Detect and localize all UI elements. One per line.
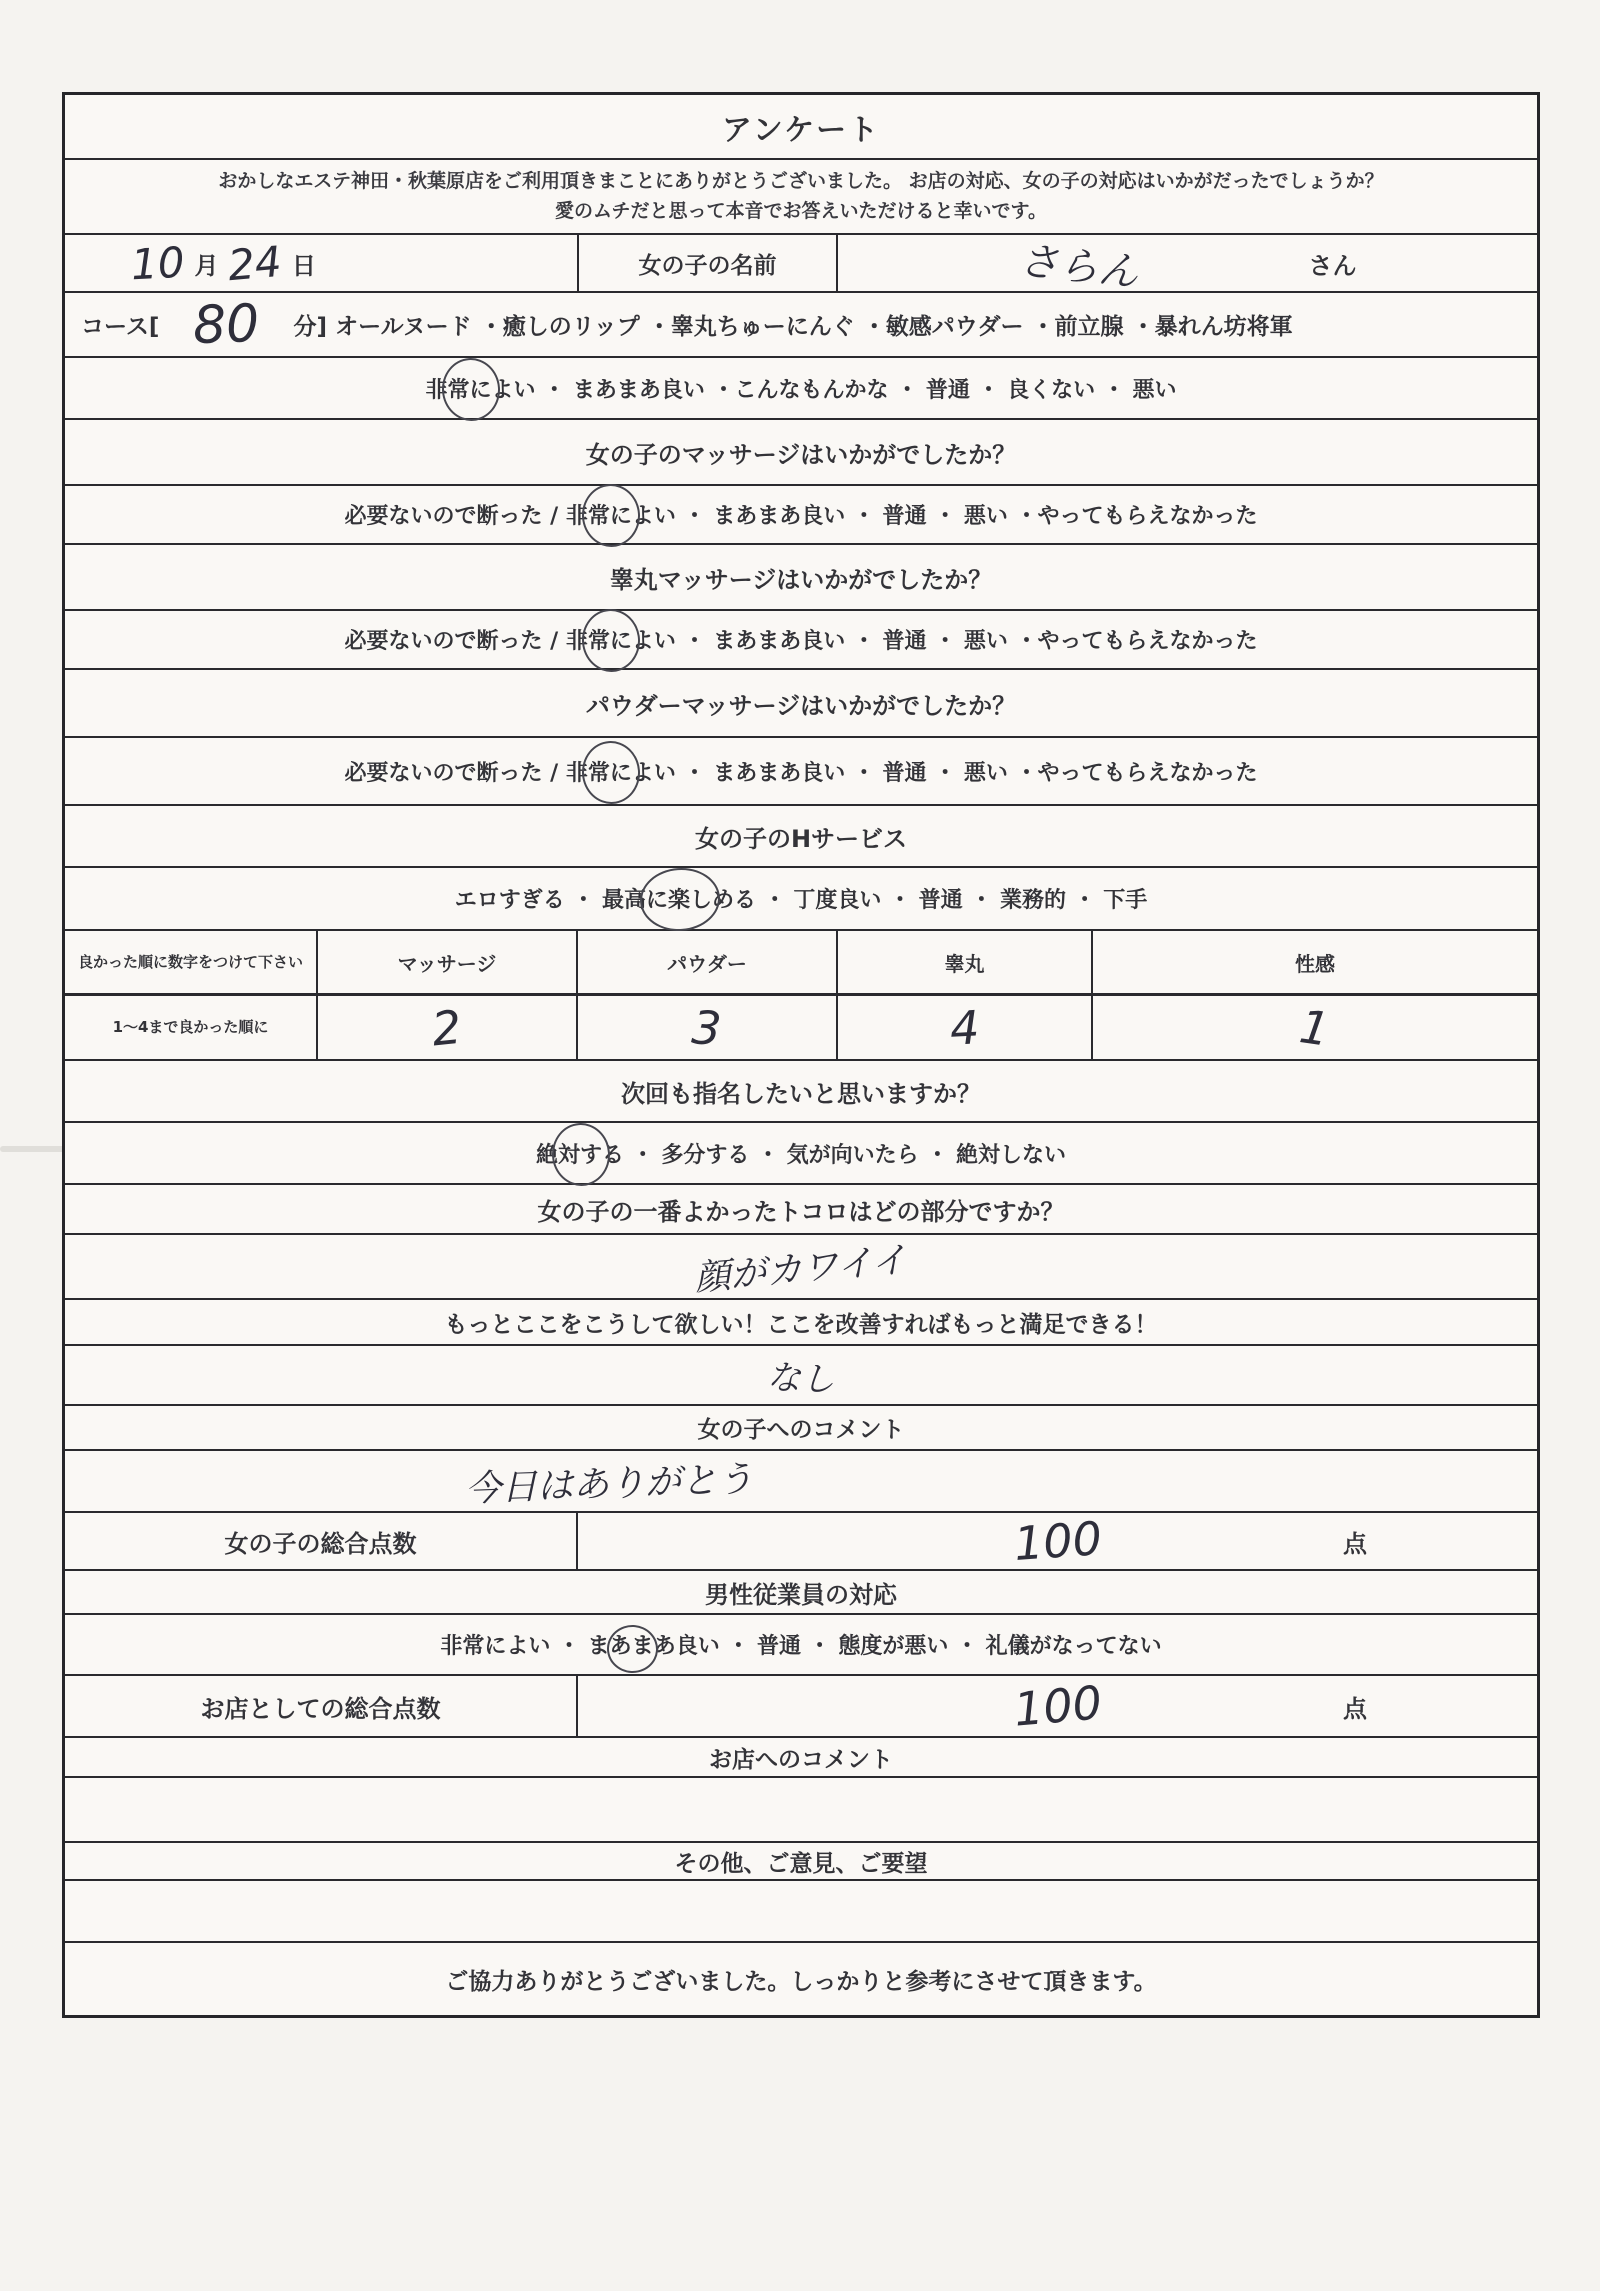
girl-score-value-cell — [578, 1513, 1537, 1569]
visit-day-value: 24 — [226, 236, 284, 290]
course-prefix: コース[ — [81, 314, 160, 340]
course-options: オールヌード ・癒しのリップ ・睾丸ちゅーにんぐ ・敏感パウダー ・前立腺 ・暴れん坊将軍 — [335, 314, 1293, 340]
option-text: 絶 — [536, 1142, 559, 1168]
circle-annotation: 常に — [588, 499, 632, 530]
other-header-row — [65, 1843, 1537, 1881]
q2-options — [65, 611, 1537, 670]
shop-score-row — [65, 1676, 1537, 1738]
q2-header: 睾丸マッサージはいかがでしたか？ — [609, 565, 993, 594]
ranking-value-massage — [318, 996, 578, 1059]
ranking-col-label: 性感 — [1295, 951, 1335, 976]
overall-rating-options — [65, 358, 1537, 420]
girl-score-value: 100 — [1011, 1511, 1104, 1571]
girl-name-value-cell — [838, 235, 1537, 296]
q1-header-row — [65, 420, 1537, 486]
option-text: める ・ 丁度良い ・ 普通 ・ 業務的 ・ 下手 — [712, 888, 1148, 913]
q2-header-row — [65, 545, 1537, 611]
q3-header: パウダーマッサージはいかがでしたか？ — [585, 691, 1017, 720]
ranking-instruction: 良かった順に数字をつけて下さい — [77, 952, 303, 971]
girl-score-row — [65, 1513, 1537, 1571]
form-title-row — [65, 95, 1537, 160]
intro-line1: おかしなエステ神田・秋葉原店をご利用頂きまことにありがとうございました。 お店の対応、女の子の対応はいかがだったでしょうか？ — [218, 170, 1384, 193]
intro-row — [65, 160, 1537, 235]
option-text: 非 — [425, 377, 448, 403]
survey-form — [62, 92, 1540, 2018]
repeat-header: 次回も指名したいと思いますか？ — [621, 1079, 981, 1108]
ranking-col-powder — [578, 931, 838, 993]
best-part-answer: 顔がカワイイ — [693, 1239, 910, 1300]
girl-comment-header-row — [65, 1406, 1537, 1451]
q1-header: 女の子のマッサージはいかがでしたか？ — [585, 440, 1017, 469]
h-service-header: 女の子のHサービス — [694, 824, 908, 853]
other-header: その他、ご意見、ご要望 — [674, 1850, 928, 1877]
h-service-header-row — [65, 806, 1537, 868]
form-title: アンケート — [721, 112, 881, 148]
ranking-col-label: 睾丸 — [944, 951, 985, 976]
footer-row — [65, 1943, 1537, 2015]
ranking-row-label: 1～4まで良かった順に — [112, 1018, 269, 1036]
option-text: エロすぎる ・ 最高 — [454, 888, 647, 913]
ranking-instruction-cell — [65, 931, 318, 993]
visit-month-value: 10 — [129, 237, 186, 289]
ranking-value: 3 — [690, 999, 724, 1056]
best-part-header-row — [65, 1185, 1537, 1235]
option-text: る ・ 多分する ・ 気が向いたら ・ 絶対しない — [602, 1142, 1066, 1168]
staff-header-row — [65, 1571, 1537, 1615]
circle-annotation: 常に — [588, 624, 632, 655]
improvement-header: もっとここをこうして欲しい！ここを改善すればもっと満足できる！ — [444, 1311, 1158, 1338]
circle-annotation: あま — [610, 1629, 654, 1660]
girl-name-suffix: さん — [1308, 251, 1357, 280]
ranking-col-label: パウダー — [667, 951, 747, 976]
visit-day-label: 日 — [291, 251, 316, 280]
circle-annotation: 対す — [558, 1138, 602, 1169]
girl-comment-answer-row — [65, 1451, 1537, 1513]
ranking-value: 4 — [948, 999, 981, 1056]
q3-options — [65, 738, 1537, 806]
staff-options — [65, 1615, 1537, 1676]
girl-score-label-cell — [65, 1513, 578, 1569]
girl-score-label: 女の子の総合点数 — [224, 1529, 417, 1558]
option-text: 必要ないので断った / 非 — [344, 760, 588, 786]
ranking-value-kougan — [838, 996, 1093, 1059]
intro-line2: 愛のムチだと思って本音でお答えいただけると幸いです。 — [554, 199, 1048, 222]
ranking-col-kougan — [838, 931, 1093, 993]
improvement-header-row — [65, 1300, 1537, 1346]
option-text: あ良い ・ 普通 ・ 態度が悪い ・ 礼儀がなってない — [653, 1634, 1162, 1659]
repeat-options — [65, 1123, 1537, 1185]
h-service-options — [65, 868, 1537, 931]
ranking-value: 1 — [1296, 998, 1334, 1057]
visit-date-cell — [65, 235, 579, 291]
ranking-value-powder — [578, 996, 838, 1059]
girl-comment-answer: 今日はありがとう — [464, 1458, 754, 1510]
course-row — [65, 293, 1537, 358]
circle-annotation: 常に — [448, 373, 492, 404]
girl-name-label: 女の子の名前 — [638, 252, 777, 279]
girl-name-value: さらん — [1016, 237, 1141, 296]
improvement-answer: なし — [766, 1357, 836, 1400]
shop-score-unit: 点 — [1343, 1694, 1367, 1723]
ranking-col-seikan — [1093, 931, 1537, 993]
improvement-answer-row — [65, 1346, 1537, 1406]
ranking-row-label-cell — [65, 996, 318, 1059]
circle-annotation: に楽し — [646, 883, 712, 914]
ranking-value: 2 — [429, 999, 465, 1056]
option-text: よい ・ まあまあ良い ・ 普通 ・ 悪い ・やってもらえなかった — [631, 504, 1258, 529]
other-answer-row — [65, 1881, 1537, 1943]
option-text: よい ・ まあまあ良い ・ 普通 ・ 悪い ・やってもらえなかった — [631, 760, 1258, 786]
option-text: よい ・ まあまあ良い ・ 普通 ・ 悪い ・やってもらえなかった — [631, 629, 1258, 654]
ranking-value-seikan — [1093, 996, 1537, 1059]
visit-month-label: 月 — [194, 251, 219, 280]
girl-name-label-cell — [579, 235, 838, 291]
shop-score-value-cell — [578, 1676, 1537, 1736]
footer-text: ご協力ありがとうございました。しっかりと参考にさせて頂きます。 — [445, 1968, 1157, 1995]
course-suffix: 分] — [293, 314, 328, 340]
ranking-col-massage — [318, 931, 578, 993]
date-name-row — [65, 235, 1537, 296]
circle-annotation: 常に — [588, 756, 632, 787]
option-text: 非常によい ・ ま — [440, 1634, 610, 1659]
shop-comment-header: お店へのコメント — [709, 1746, 893, 1773]
option-text: 必要ないので断った / 非 — [344, 504, 588, 529]
best-part-answer-row — [65, 1235, 1537, 1300]
course-minutes-value: 80 — [192, 293, 261, 356]
shop-comment-answer-row — [65, 1778, 1537, 1843]
shop-comment-header-row — [65, 1738, 1537, 1778]
repeat-header-row — [65, 1061, 1537, 1123]
girl-score-unit: 点 — [1343, 1529, 1367, 1558]
shop-score-label-cell — [65, 1676, 578, 1736]
q3-header-row — [65, 670, 1537, 738]
option-text: 必要ないので断った / 非 — [344, 629, 588, 654]
staff-header: 男性従業員の対応 — [705, 1580, 897, 1609]
ranking-values-row — [65, 996, 1537, 1061]
ranking-col-label: マッサージ — [397, 951, 497, 976]
q1-options — [65, 486, 1537, 545]
option-text: よい ・ まあまあ良い ・こんなもんかな ・ 普通 ・ 良くない ・ 悪い — [491, 377, 1177, 403]
shop-score-label: お店としての総合点数 — [200, 1694, 441, 1723]
best-part-header: 女の子の一番よかったトコロはどの部分ですか？ — [537, 1197, 1065, 1226]
ranking-header-row — [65, 931, 1537, 996]
shop-score-value: 100 — [1011, 1675, 1104, 1737]
girl-comment-header: 女の子へのコメント — [697, 1417, 905, 1443]
